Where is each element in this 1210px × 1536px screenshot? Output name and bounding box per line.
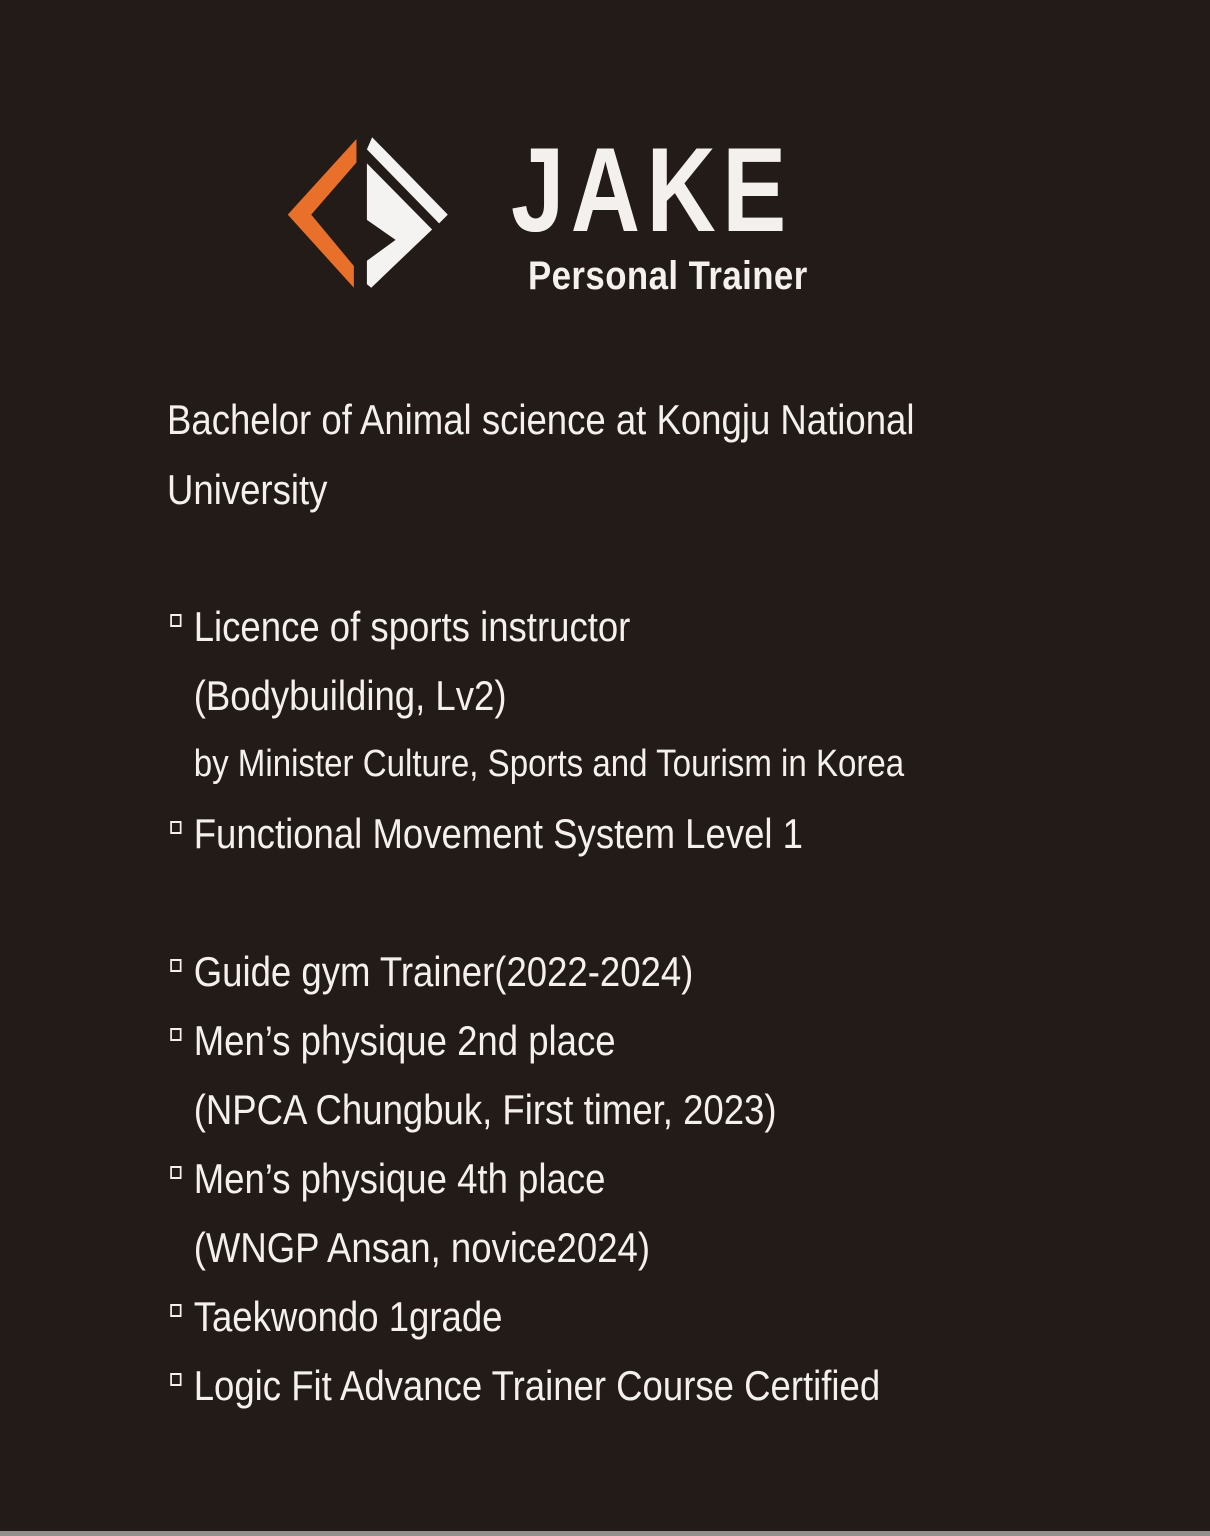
credential-text: (WNGP Ansan, novice2024) bbox=[193, 1224, 651, 1271]
credential-text: Logic Fit Advance Trainer Course Certified bbox=[193, 1362, 881, 1409]
credential-text: Guide gym Trainer(2022-2024) bbox=[193, 948, 694, 995]
credential-item bbox=[165, 592, 904, 661]
credential-text: Taekwondo 1grade bbox=[193, 1293, 503, 1340]
credential-item bbox=[165, 1144, 904, 1213]
square-bullet-icon bbox=[170, 614, 181, 627]
brand-name: JAKE bbox=[511, 123, 793, 257]
credential-text: by Minister Culture, Sports and Tourism in Korea bbox=[193, 743, 905, 785]
credential-subline bbox=[165, 1075, 904, 1144]
credential-item bbox=[165, 1006, 904, 1075]
square-bullet-icon bbox=[170, 1028, 181, 1041]
education-block bbox=[167, 385, 1026, 525]
credential-item bbox=[165, 1282, 904, 1351]
credential-subline bbox=[165, 730, 904, 799]
bottom-edge-strip bbox=[0, 1531, 1210, 1536]
credential-text: Functional Movement System Level 1 bbox=[193, 810, 803, 857]
credential-text: (Bodybuilding, Lv2) bbox=[193, 672, 507, 719]
credential-text: Men’s physique 2nd place bbox=[193, 1017, 616, 1064]
education-line-2: University bbox=[167, 466, 328, 513]
credential-subline bbox=[165, 661, 904, 730]
credential-item bbox=[165, 799, 904, 868]
credential-item bbox=[165, 1351, 904, 1420]
logo-orange-chevron bbox=[288, 139, 357, 288]
credential-text: (NPCA Chungbuk, First timer, 2023) bbox=[193, 1086, 777, 1133]
credentials-list bbox=[165, 592, 1015, 1420]
credential-text: Men’s physique 4th place bbox=[193, 1155, 606, 1202]
credential-item bbox=[165, 937, 904, 1006]
square-bullet-icon bbox=[170, 959, 181, 972]
education-line-1: Bachelor of Animal science at Kongju National bbox=[167, 396, 915, 443]
split-diamond-chevron-icon bbox=[286, 132, 460, 306]
square-bullet-icon bbox=[170, 1166, 181, 1179]
credential-subline bbox=[165, 1213, 904, 1282]
square-bullet-icon bbox=[170, 1373, 181, 1386]
credential-text: Licence of sports instructor bbox=[193, 603, 631, 650]
square-bullet-icon bbox=[170, 1304, 181, 1317]
list-spacer bbox=[165, 868, 1015, 937]
brand-tagline: Personal Trainer bbox=[528, 254, 808, 298]
brand-logo bbox=[286, 132, 460, 306]
square-bullet-icon bbox=[170, 821, 181, 834]
